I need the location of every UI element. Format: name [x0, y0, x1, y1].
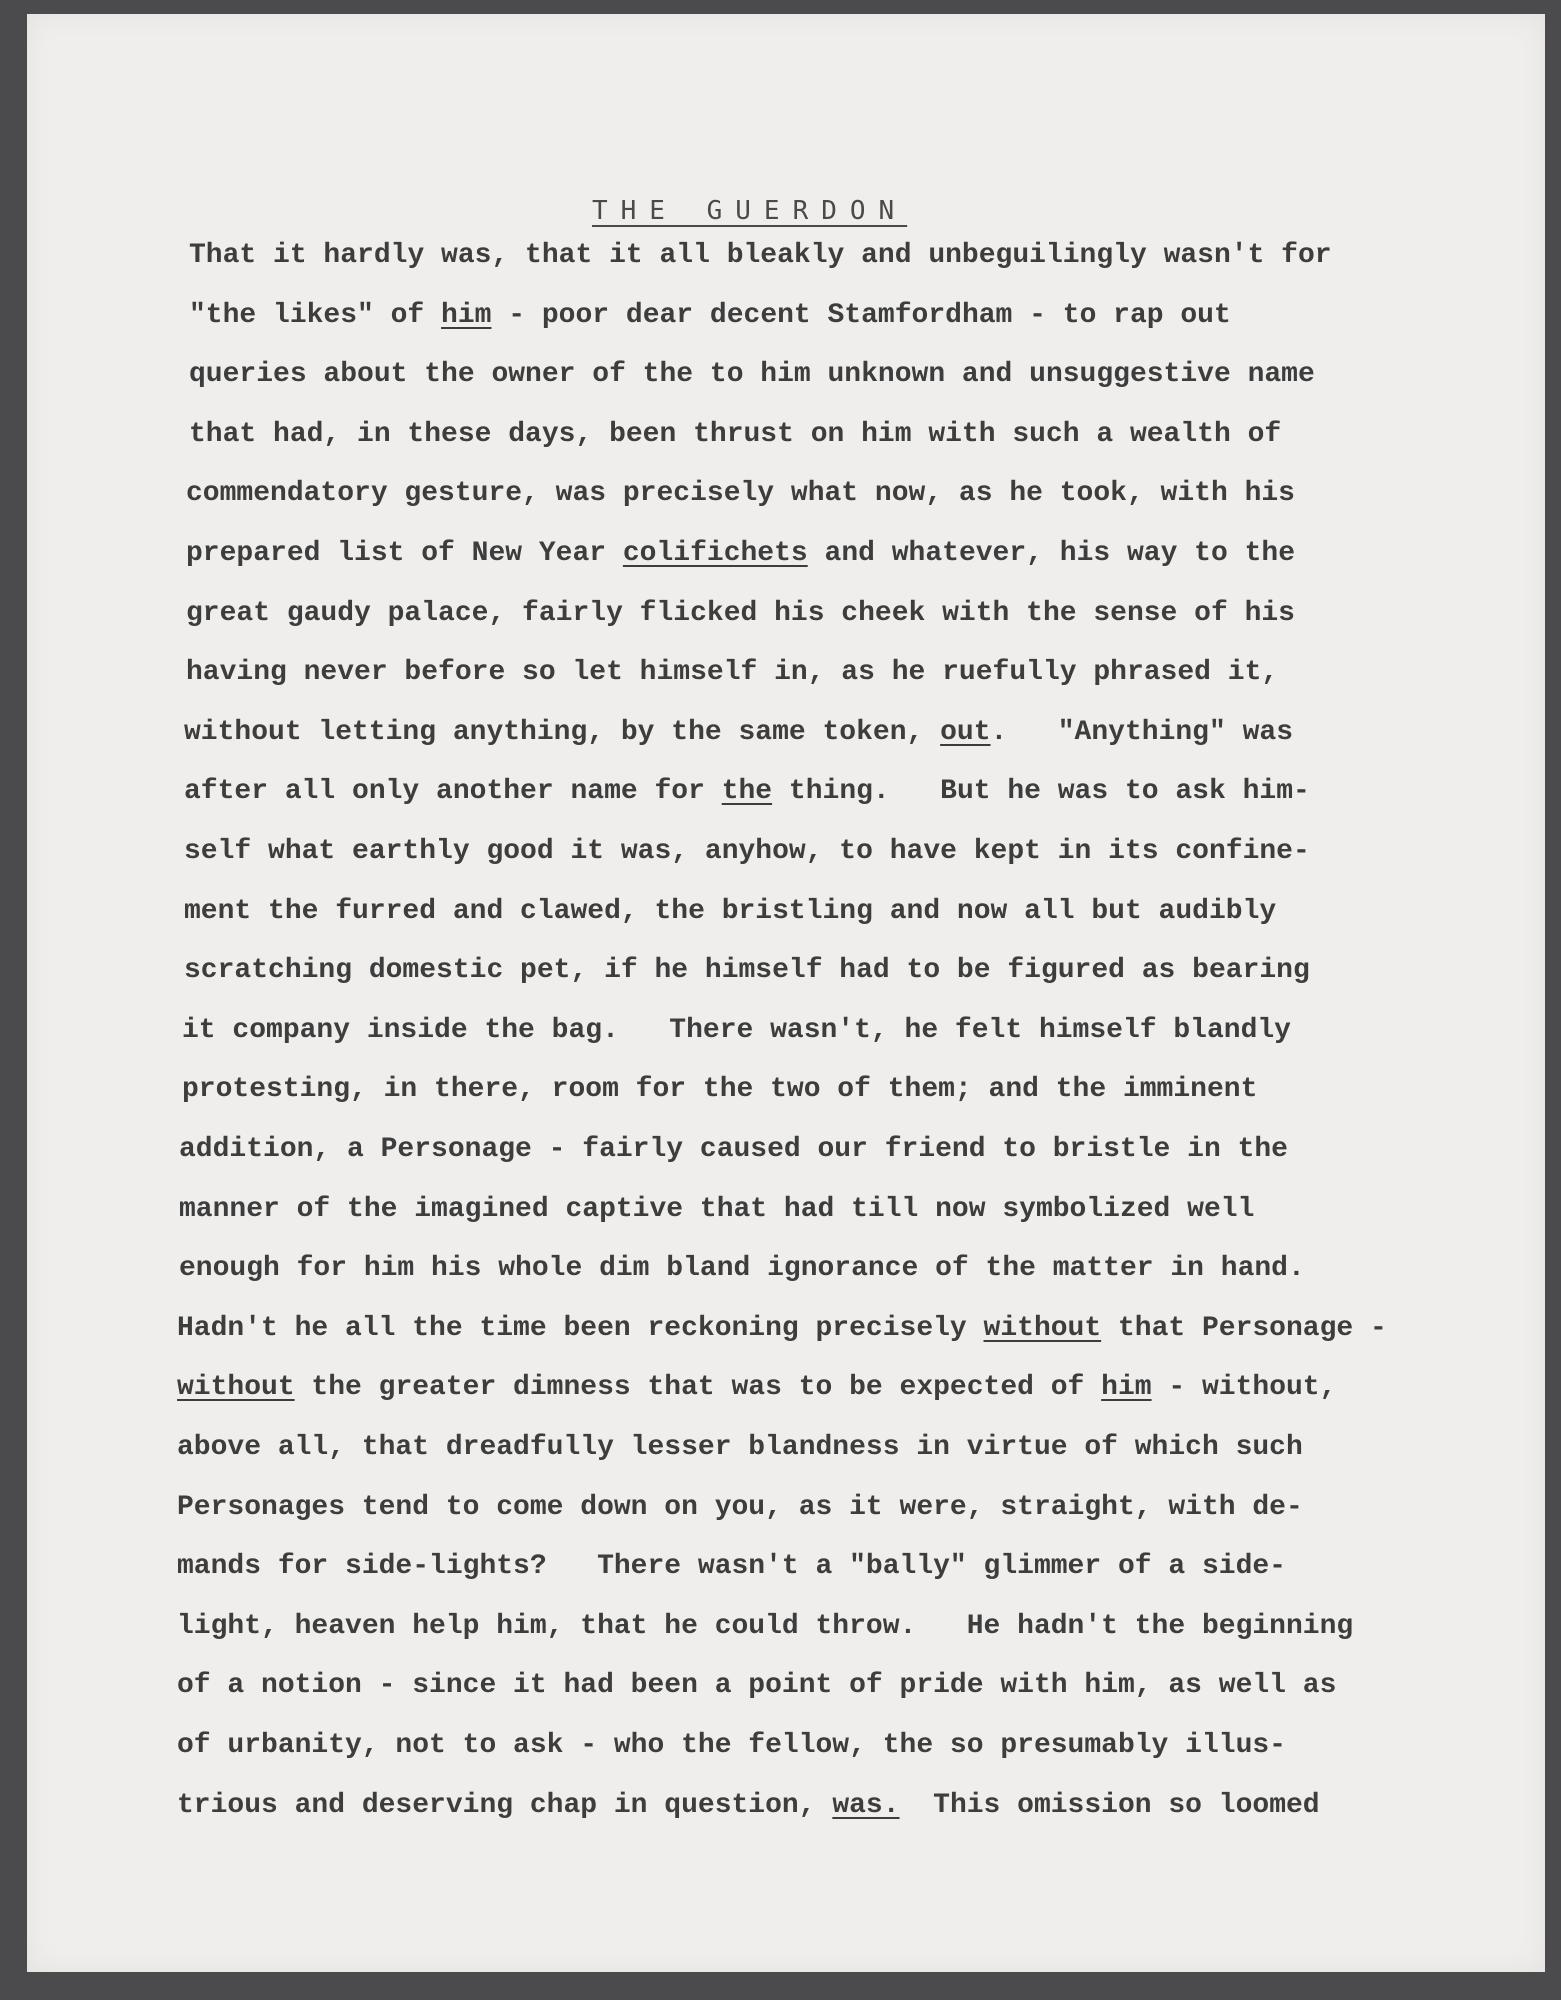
text-line	[184, 895, 1277, 927]
text-line	[186, 540, 1295, 568]
text-line	[182, 1014, 1291, 1046]
text-line	[177, 1789, 1320, 1821]
typescript-page	[27, 14, 1545, 1972]
line-text: it company inside the bag. There wasn't, he felt himself blandly	[182, 1014, 1291, 1046]
underlined-word: was.	[832, 1789, 900, 1821]
line-text: scratching domestic pet, if he himself had to be figured as bearing	[184, 955, 1310, 987]
line-text: and whatever, his way to the	[807, 538, 1295, 569]
text-line	[179, 1255, 1305, 1283]
text-line	[186, 659, 1278, 687]
text-line	[184, 957, 1310, 985]
line-text: queries about the owner of the to him unknown and unsuggestive name	[189, 359, 1315, 391]
text-line	[177, 1553, 1286, 1581]
line-text: - poor dear decent Stamfordham - to rap out	[491, 299, 1231, 331]
text-line	[179, 1136, 1288, 1164]
underlined-word: him	[441, 299, 492, 331]
line-text: commendatory gesture, was precisely what now, as he took, with his	[186, 478, 1295, 510]
text-line	[177, 1610, 1354, 1642]
line-text: the greater dimness that was to be expected of	[294, 1372, 1102, 1404]
text-line	[177, 1732, 1286, 1760]
line-text: Hadn't he all the time been reckoning precisely	[177, 1312, 984, 1344]
text-line	[184, 838, 1310, 866]
line-text: protesting, in there, room for the two of them; and the imminent	[182, 1074, 1258, 1106]
text-line	[177, 1312, 1387, 1344]
line-text: hardly was, that it all bleakly and unbeguilingly wasn't for	[306, 240, 1332, 271]
line-text: of urbanity, not to ask - who the fellow, the so presumably illus-	[177, 1730, 1286, 1761]
underlined-word: the	[721, 776, 773, 808]
text-line	[189, 299, 1231, 331]
line-text: manner of the imagined captive that had till now symbolized well	[179, 1193, 1255, 1225]
line-text: that had, in these days, been thrust on him with such a wealth of	[189, 418, 1282, 450]
line-text: That	[189, 240, 274, 271]
underlined-word: out	[940, 716, 991, 748]
text-line	[189, 361, 1315, 389]
text-line	[184, 778, 1310, 806]
line-text: it	[273, 240, 307, 271]
line-text: having never before so let himself in, as he ruefully phrased it,	[186, 657, 1279, 689]
line-text: enough for him his whole dim bland ignorance of the matter in hand.	[179, 1253, 1305, 1285]
line-text: addition, a Personage - fairly caused our friend to bristle in the	[179, 1134, 1288, 1165]
line-text: that Personage -	[1101, 1312, 1387, 1344]
line-text: mands for side-lights? There wasn't a "bally" glimmer of a side-	[177, 1551, 1286, 1583]
line-text: without letting anything, by the same token,	[184, 716, 941, 748]
line-text: trious and deserving chap in question,	[177, 1789, 833, 1821]
line-text: light, heaven help him, that he could throw. He hadn't the beginning	[177, 1610, 1354, 1642]
line-text: . "Anything" was	[990, 716, 1293, 748]
line-text: of a notion - since it had been a point of pride with him, as well as	[177, 1670, 1337, 1702]
line-text: prepared list of New Year	[186, 538, 623, 569]
text-line	[177, 1491, 1303, 1523]
line-text: thing. But he was to ask him-	[772, 776, 1310, 808]
line-text: ment the furred and clawed, the bristling and now all but audibly	[184, 895, 1277, 927]
text-line	[189, 418, 1282, 450]
text-line	[186, 480, 1295, 508]
line-text: above all, that dreadfully lesser blandness in virtue of which such	[177, 1432, 1303, 1463]
underlined-word: without	[177, 1372, 295, 1404]
text-line	[177, 1672, 1336, 1700]
text-line	[186, 597, 1295, 629]
text-line	[177, 1434, 1303, 1462]
text-line	[179, 1193, 1255, 1225]
line-text: This omission so loomed	[899, 1789, 1320, 1821]
line-text: Personages tend to come down on you, as it were, straight, with de-	[177, 1491, 1303, 1523]
underlined-word: him	[1101, 1372, 1152, 1404]
line-text: "the likes" of	[189, 299, 442, 331]
text-line	[182, 1076, 1257, 1104]
text-line	[184, 716, 1293, 748]
text-line	[177, 1374, 1336, 1402]
underlined-word: without	[983, 1312, 1102, 1344]
underlined-word: colifichets	[622, 538, 808, 569]
line-text: after all only another name for	[184, 776, 722, 808]
line-text: great gaudy palace, fairly flicked his cheek with the sense of his	[186, 597, 1295, 629]
line-text: - without,	[1151, 1372, 1337, 1404]
line-text: self what earthly good it was, anyhow, to have kept in its confine-	[184, 836, 1310, 867]
page-title: THE GUERDON	[592, 196, 908, 226]
text-line	[189, 242, 1332, 270]
